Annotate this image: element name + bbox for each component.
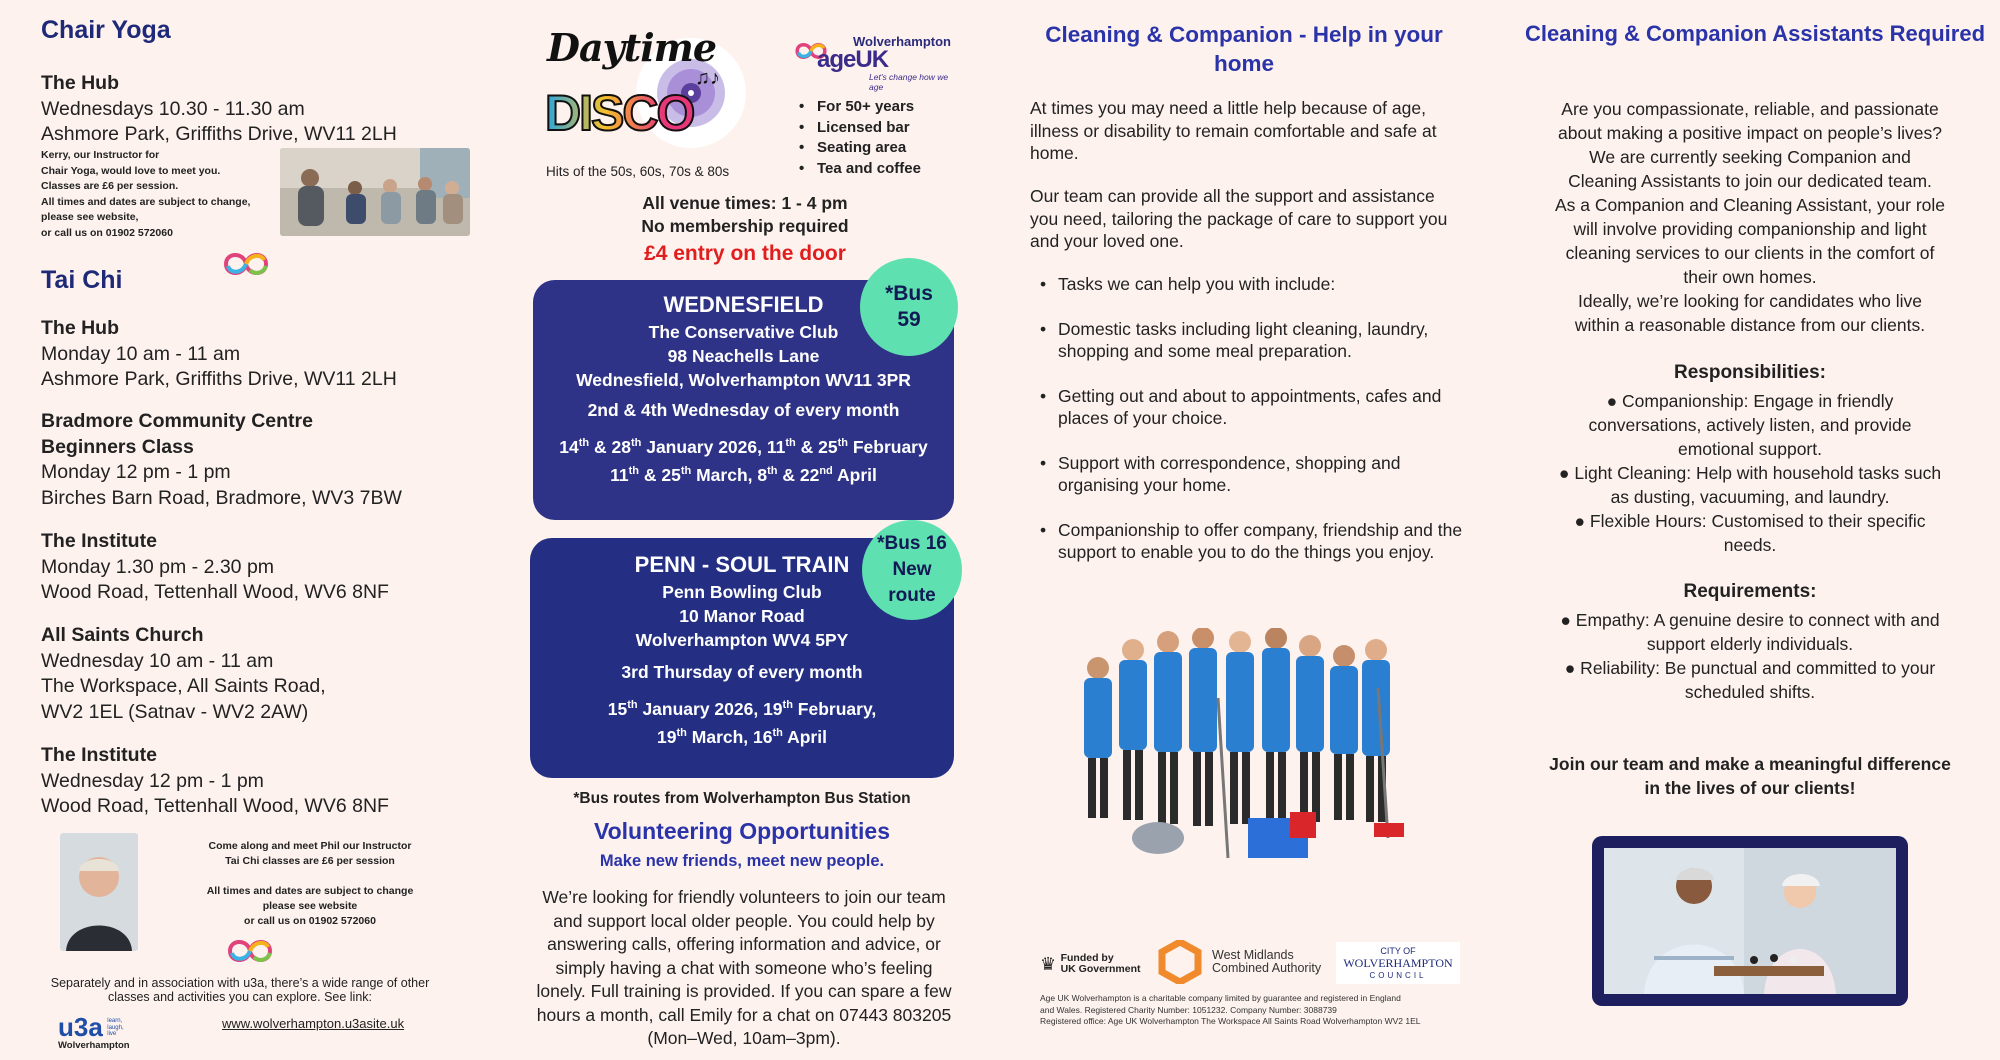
disco-hits: Hits of the 50s, 60s, 70s & 80s	[546, 164, 730, 179]
tai-chi-session-3: The Institute Monday 1.30 pm - 2.30 pm Wood Road, Tettenhall Wood, WV6 8NF	[41, 530, 389, 603]
west-midlands-ca-logo: West Midlands Combined Authority	[1158, 940, 1328, 984]
disco-features: • For 50+ years • Licensed bar • Seating area • Tea and coffee	[795, 97, 921, 179]
ageuk-logo: Wolverhampton ageUK Let's change how we age	[793, 30, 963, 85]
disco-entry-price: £4 entry on the door	[644, 242, 846, 265]
tai-chi-title: Tai Chi	[41, 266, 123, 294]
chair-yoga-photo	[280, 148, 470, 236]
venue-card-wednesfield: WEDNESFIELD The Conservative Club 98 Neachells Lane Wednesfield, Wolverhampton WV11 3PR 2nd & 4th Wednesday of every month 14th & 28th January 2026, 11th & 25th February 11th & 25th March, 8th & 22nd April	[533, 280, 954, 520]
u3a-logo: u3a learn, laugh, live Wolverhampton	[58, 1012, 130, 1051]
tai-chi-session-1: The Hub Monday 10 am - 11 am Ashmore Park, Griffiths Drive, WV11 2LH	[41, 317, 397, 390]
cleaning-help-title: Cleaning & Companion - Help in your home	[1045, 22, 1443, 76]
volunteering-title: Volunteering Opportunities	[593, 818, 890, 844]
uk-government-logo: ♛ Funded by UK Government	[1040, 952, 1141, 975]
requirements-list: ● Empathy: A genuine desire to connect with and support elderly individuals. ● Reliability: Be punctual and committed to your scheduled shifts.	[1560, 610, 1940, 702]
cleaning-team-photo	[1058, 628, 1438, 888]
chair-yoga-venue: The Hub	[41, 72, 119, 94]
volunteering-text: We’re looking for friendly volunteers to join our team and support local older people. You could help by answering calls, offering information and advice, or simply having a chat with someone who’s feeling lonely. Full training is provided. If you can spare a few hours a month, call Emily for a chat on 07443 803205 (Mon–Wed, 10am–3pm).	[536, 887, 952, 1048]
cleaning-help-p2: Our team can provide all the support and assistance you need, tailoring the package of care to support you and your loved one.	[1030, 186, 1448, 251]
join-team-text: Join our team and make a meaningful difference in the lives of our clients!	[1549, 754, 1951, 798]
charity-footer: Age UK Wolverhampton is a charitable company limited by guarantee and registered in England and Wales. Registered Charity Number: 1051232. Company Number: 3088739 Registered office: Age UK Wolverhampton The Workspace All Saints Road Wolverhampton WV2 1EL	[1040, 993, 1421, 1026]
companion-photo	[1592, 836, 1908, 1006]
chair-yoga-time: Wednesdays 10.30 - 11.30 am	[41, 98, 305, 120]
chair-yoga-address: Ashmore Park, Griffiths Drive, WV11 2LH	[41, 123, 397, 145]
venue2-dates: 15th January 2026, 19th February, 19th March, 16th April	[607, 698, 877, 747]
u3a-link[interactable]: www.wolverhampton.u3asite.uk	[222, 1016, 405, 1031]
chair-yoga-notes: Kerry, our Instructor for Chair Yoga, would love to meet you. Classes are £6 per session. All times and dates are subject to change, please see website, or call us on 01902 572060	[41, 149, 251, 239]
wolverhampton-council-logo: CITY OF WOLVERHAMPTON COUNCIL	[1336, 942, 1460, 984]
u3a-text: Separately and in association with u3a, there’s a wide range of other classes and activities you can explore. See link:	[50, 976, 430, 1004]
assistants-intro: Are you compassionate, reliable, and passionate about making a positive impact on people’s lives? We are currently seeking Companion and Cleaning Assistants to join our dedicated team. As a Companion and Cleaning Assistant, your role will involve providing companionship and light cleaning services to our clients in the comfort of their own homes. Ideally, we’re looking for candidates who live within a reasonable distance from our clients.	[1554, 99, 1946, 335]
tai-chi-session-5: The Institute Wednesday 12 pm - 1 pm Wood Road, Tettenhall Wood, WV6 8NF	[41, 744, 389, 817]
tai-chi-session-4: All Saints Church Wednesday 10 am - 11 am The Workspace, All Saints Road, WV2 1EL (Satnav - WV2 2AW)	[41, 624, 326, 723]
chair-yoga-title: Chair Yoga	[41, 16, 171, 44]
crest-icon: ♛	[1040, 953, 1057, 974]
responsibilities-list: ● Companionship: Engage in friendly conversations, actively listen, and provide emotional support. ● Light Cleaning: Help with household tasks such as dusting, vacuuming, and laundry. ● Flexible Hours: Customised to their specific needs.	[1558, 391, 1942, 555]
music-notes-icon: ♫♪	[695, 67, 720, 89]
assistants-title: Cleaning & Companion Assistants Required	[1524, 21, 1986, 46]
tai-chi-session-2: Bradmore Community Centre Beginners Class Monday 12 pm - 1 pm Birches Barn Road, Bradmore, WV3 7BW	[41, 410, 402, 509]
ageuk-swirl-icon	[220, 248, 272, 280]
bus-note: *Bus routes from Wolverhampton Bus Station	[573, 790, 911, 807]
instructor-phil-photo	[60, 833, 138, 951]
venue-card-penn: PENN - SOUL TRAIN Penn Bowling Club 10 Manor Road Wolverhampton WV4 5PY 3rd Thursday of every month 15th January 2026, 19th February, 19th March, 16th April	[530, 538, 954, 778]
responsibilities-title: Responsibilities:	[1673, 362, 1827, 383]
wmca-logo-icon	[1158, 940, 1202, 984]
bus-16-badge: *Bus 16 New route	[862, 520, 962, 620]
cleaning-help-list: • Tasks we can help you with include: • Domestic tasks including light cleaning, laundry, shopping and some meal preparation. • Getting out and about to appointments, cafes and places of your choice. • Support with correspondence, shopping and organising your home. • Companionship to offer company, friendship and the support to enable you to do the things you enjoy.	[1036, 273, 1466, 564]
venue1-dates: 14th & 28th January 2026, 11th & 25th February 11th & 25th March, 8th & 22nd April	[559, 436, 928, 485]
ageuk-swirl-icon-2	[223, 935, 277, 967]
disco-times: All venue times: 1 - 4 pm No membership required	[641, 193, 849, 236]
requirements-title: Requirements:	[1683, 581, 1817, 602]
cleaning-help-p1: At times you may need a little help because of age, illness or disability to remain comfortable and safe at home.	[1030, 98, 1437, 163]
daytime-disco-logo: Daytime ♫♪ DISCO	[545, 25, 740, 155]
volunteering-subtitle: Make new friends, meet new people.	[599, 852, 885, 870]
bus-59-badge: *Bus 59	[860, 258, 958, 356]
tai-chi-phil-notes: Come along and meet Phil our Instructor Tai Chi classes are £6 per session All times and dates are subject to change please see website or call us on 01902 572060	[206, 840, 414, 927]
